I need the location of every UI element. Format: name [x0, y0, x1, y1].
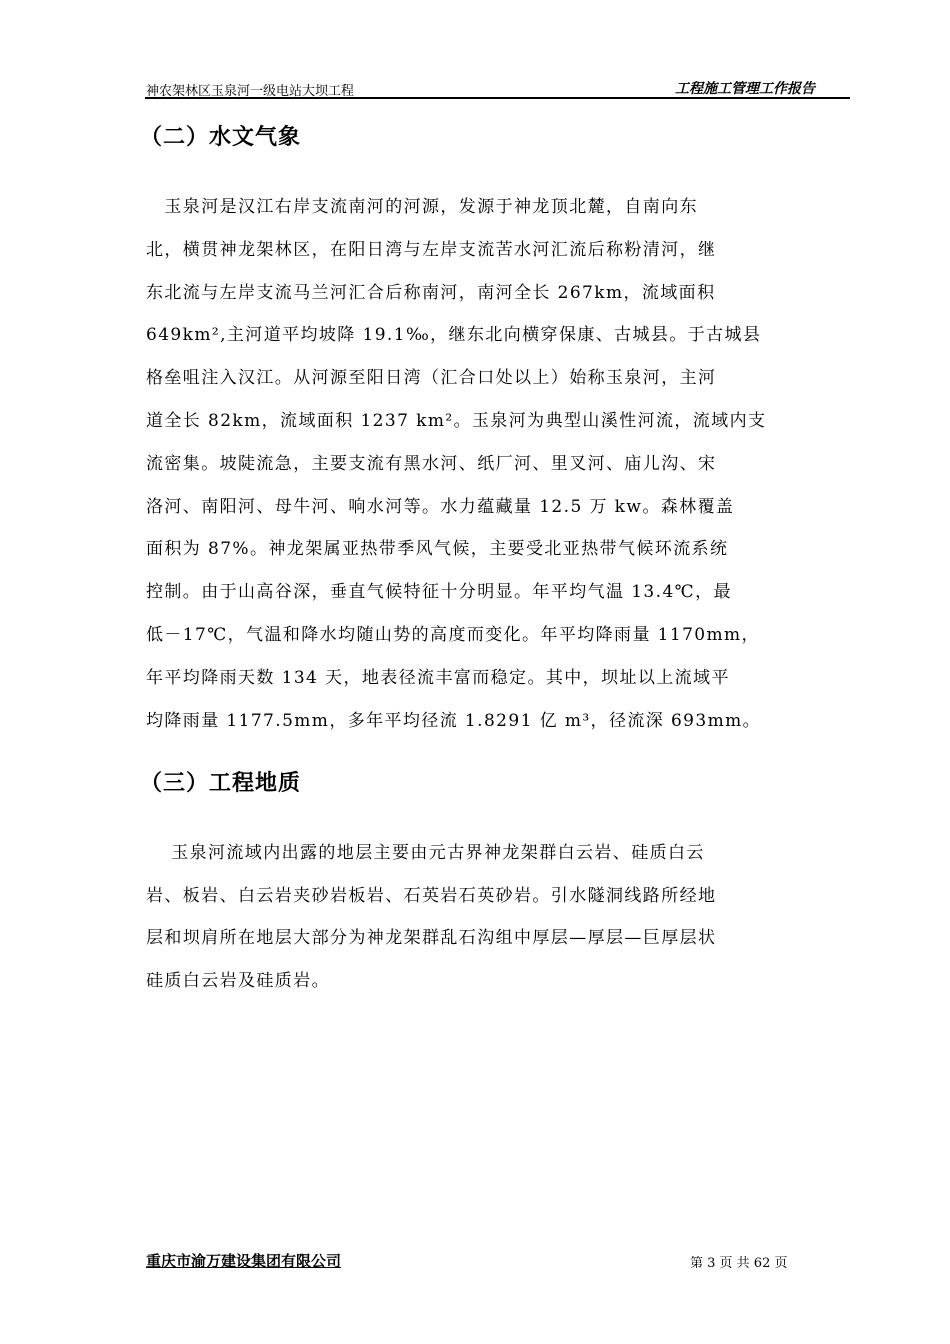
paragraph-geology	[146, 832, 850, 1002]
text-line: 流密集。坡陡流急，主要支流有黑水河、纸厂河、里叉河、庙儿沟、宋	[146, 453, 717, 474]
text-line: 岩、板岩、白云岩夹砂岩板岩、石英岩石英砂岩。引水隧洞线路所经地	[146, 885, 717, 906]
text-line: 面积为 87%。神龙架属亚热带季风气候，主要受北亚热带气候环流系统	[146, 539, 729, 560]
section-title-hydrology: （二）水文气象	[140, 125, 302, 150]
text-line: 年平均降雨天数 134 天，地表径流丰富而稳定。其中，坝址以上流域平	[146, 667, 730, 688]
header-report-title: 工程施工管理工作报告	[675, 81, 815, 97]
text-line: 洛河、南阳河、母牛河、响水河等。水力蕴藏量 12.5 万 kw。森林覆盖	[146, 496, 735, 517]
text-line: 格垒咀注入汉江。从河源至阳日湾（汇合口处以上）始称玉泉河，主河	[146, 368, 717, 389]
text-line: 东北流与左岸支流马兰河汇合后称南河，南河全长 267km，流域面积	[146, 282, 716, 303]
text-line: 道全长 82km，流域面积 1237 km²。玉泉河为典型山溪性河流，流域内支	[146, 410, 767, 431]
section-title-geology: （三）工程地质	[140, 771, 302, 796]
text-line: 均降雨量 1177.5mm，多年平均径流 1.8291 亿 m³，径流深 693mm。	[146, 710, 762, 731]
text-line: 北，横贯神龙架林区，在阳日湾与左岸支流苦水河汇流后称粉清河，继	[146, 239, 717, 260]
text-line: 控制。由于山高谷深，垂直气候特征十分明显。年平均气温 13.4℃，最	[146, 582, 732, 603]
text-line: 玉泉河流域内出露的地层主要由元古界神龙架群白云岩、硅质白云	[146, 843, 705, 863]
text-line: 层和坝肩所在地层大部分为神龙架群乱石沟组中厚层—厚层—巨厚层状	[146, 928, 717, 948]
header-divider	[145, 97, 850, 99]
text-line: 硅质白云岩及硅质岩。	[146, 970, 330, 991]
footer-page-number: 第 3 页 共 62 页	[690, 1256, 788, 1271]
text-line: 低－17℃，气温和降水均随山势的高度而变化。年平均降雨量 1170mm，	[146, 624, 760, 645]
header-project-name: 神农架林区玉泉河一级电站大坝工程	[146, 84, 355, 99]
paragraph-hydrology	[146, 186, 850, 742]
text-line: 649km²,主河道平均坡降 19.1‰，继东北向横穿保康、古城县。于古城县	[146, 325, 762, 346]
footer-company-name: 重庆市渝万建设集团有限公司	[146, 1252, 342, 1270]
text-line: 玉泉河是汉江右岸支流南河的河源，发源于神龙顶北麓，自南向东	[146, 197, 698, 217]
